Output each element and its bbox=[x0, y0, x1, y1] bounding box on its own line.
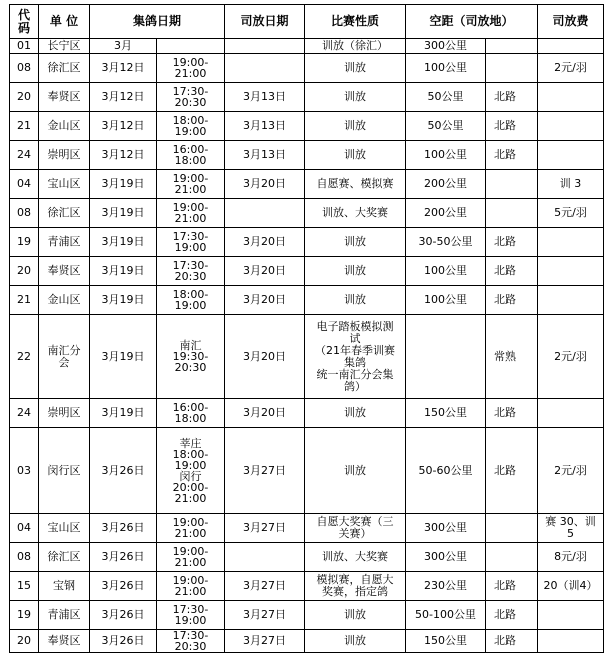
cell-release-place bbox=[486, 199, 538, 228]
cell-distance: 150公里 bbox=[406, 399, 486, 428]
cell-release-date: 3月20日 bbox=[225, 286, 305, 315]
cell-gather-date: 3月19日 bbox=[90, 228, 157, 257]
cell-gather-date: 3月26日 bbox=[90, 514, 157, 543]
cell-gather-time: 16:00- 18:00 bbox=[157, 141, 225, 170]
cell-gather-date: 3月12日 bbox=[90, 141, 157, 170]
cell-fee: 8元/羽 bbox=[538, 543, 604, 572]
cell-fee bbox=[538, 228, 604, 257]
cell-gather-date: 3月26日 bbox=[90, 428, 157, 514]
cell-gather-date: 3月12日 bbox=[90, 83, 157, 112]
cell-unit: 青浦区 bbox=[39, 601, 90, 630]
cell-code: 15 bbox=[10, 572, 39, 601]
cell-fee: 训 3 bbox=[538, 170, 604, 199]
cell-distance: 200公里 bbox=[406, 199, 486, 228]
cell-distance: 100公里 bbox=[406, 54, 486, 83]
cell-distance: 300公里 bbox=[406, 543, 486, 572]
header-unit: 单 位 bbox=[39, 5, 90, 39]
header-row bbox=[10, 5, 604, 39]
header-nature: 比赛性质 bbox=[305, 5, 406, 39]
cell-nature: 训放（徐汇） bbox=[305, 39, 406, 54]
cell-unit: 崇明区 bbox=[39, 399, 90, 428]
cell-distance bbox=[406, 315, 486, 399]
cell-distance: 300公里 bbox=[406, 39, 486, 54]
cell-release-date: 3月20日 bbox=[225, 228, 305, 257]
cell-fee bbox=[538, 601, 604, 630]
cell-code: 01 bbox=[10, 39, 39, 54]
cell-distance: 300公里 bbox=[406, 514, 486, 543]
table-row bbox=[10, 572, 604, 601]
cell-distance: 100公里 bbox=[406, 286, 486, 315]
cell-fee: 赛 30、训 5 bbox=[538, 514, 604, 543]
cell-unit: 金山区 bbox=[39, 112, 90, 141]
cell-release-date bbox=[225, 543, 305, 572]
cell-fee: 2元/羽 bbox=[538, 428, 604, 514]
table-row bbox=[10, 399, 604, 428]
cell-release-date: 3月27日 bbox=[225, 601, 305, 630]
cell-code: 08 bbox=[10, 199, 39, 228]
table-row bbox=[10, 315, 604, 399]
cell-gather-time: 18:00- 19:00 bbox=[157, 286, 225, 315]
cell-gather-time bbox=[157, 39, 225, 54]
cell-gather-time: 17:30- 20:30 bbox=[157, 83, 225, 112]
cell-release-date: 3月13日 bbox=[225, 141, 305, 170]
cell-unit: 宝山区 bbox=[39, 514, 90, 543]
cell-unit: 崇明区 bbox=[39, 141, 90, 170]
cell-gather-time: 17:30- 19:00 bbox=[157, 601, 225, 630]
cell-distance: 50公里 bbox=[406, 83, 486, 112]
cell-code: 20 bbox=[10, 630, 39, 653]
cell-fee bbox=[538, 630, 604, 653]
cell-gather-date: 3月19日 bbox=[90, 399, 157, 428]
cell-distance: 100公里 bbox=[406, 141, 486, 170]
table-row bbox=[10, 141, 604, 170]
cell-release-place: 北路 bbox=[486, 112, 538, 141]
cell-code: 08 bbox=[10, 54, 39, 83]
cell-nature: 模拟赛，自愿大 奖赛，指定鸽 bbox=[305, 572, 406, 601]
cell-code: 22 bbox=[10, 315, 39, 399]
cell-code: 04 bbox=[10, 514, 39, 543]
cell-gather-date: 3月12日 bbox=[90, 54, 157, 83]
cell-nature: 训放 bbox=[305, 112, 406, 141]
cell-unit: 奉贤区 bbox=[39, 83, 90, 112]
cell-gather-time: 19:00- 21:00 bbox=[157, 514, 225, 543]
cell-fee bbox=[538, 257, 604, 286]
cell-fee bbox=[538, 286, 604, 315]
cell-nature: 训放、大奖赛 bbox=[305, 543, 406, 572]
cell-release-place bbox=[486, 514, 538, 543]
cell-release-place: 北路 bbox=[486, 601, 538, 630]
cell-nature: 自愿大奖赛（三 关赛） bbox=[305, 514, 406, 543]
cell-code: 20 bbox=[10, 83, 39, 112]
cell-release-date: 3月20日 bbox=[225, 257, 305, 286]
cell-distance: 100公里 bbox=[406, 257, 486, 286]
cell-release-place: 北路 bbox=[486, 141, 538, 170]
cell-gather-time: 19:00- 21:00 bbox=[157, 54, 225, 83]
cell-fee: 2元/羽 bbox=[538, 54, 604, 83]
cell-gather-date: 3月26日 bbox=[90, 543, 157, 572]
cell-unit: 青浦区 bbox=[39, 228, 90, 257]
cell-release-place: 北路 bbox=[486, 572, 538, 601]
cell-release-place: 常熟 bbox=[486, 315, 538, 399]
table-row bbox=[10, 83, 604, 112]
cell-nature: 自愿赛、模拟赛 bbox=[305, 170, 406, 199]
cell-gather-time: 19:00- 21:00 bbox=[157, 543, 225, 572]
cell-gather-time: 19:00- 21:00 bbox=[157, 199, 225, 228]
cell-release-date: 3月20日 bbox=[225, 170, 305, 199]
cell-nature: 训放 bbox=[305, 428, 406, 514]
cell-nature: 训放 bbox=[305, 257, 406, 286]
header-distance: 空距（司放地） bbox=[406, 5, 538, 39]
cell-code: 20 bbox=[10, 257, 39, 286]
cell-release-place: 北路 bbox=[486, 257, 538, 286]
table-row bbox=[10, 199, 604, 228]
table-row bbox=[10, 228, 604, 257]
cell-gather-date: 3月 bbox=[90, 39, 157, 54]
cell-code: 19 bbox=[10, 228, 39, 257]
cell-gather-time: 17:30- 20:30 bbox=[157, 630, 225, 653]
cell-gather-date: 3月12日 bbox=[90, 112, 157, 141]
cell-release-date: 3月13日 bbox=[225, 112, 305, 141]
cell-release-date bbox=[225, 39, 305, 54]
cell-fee bbox=[538, 399, 604, 428]
table-body bbox=[10, 39, 604, 653]
cell-nature: 训放 bbox=[305, 399, 406, 428]
cell-code: 21 bbox=[10, 112, 39, 141]
cell-code: 08 bbox=[10, 543, 39, 572]
cell-fee: 5元/羽 bbox=[538, 199, 604, 228]
cell-nature: 电子踏板模拟测 试 （21年春季训赛 集鸽 统一南汇分会集 鸽） bbox=[305, 315, 406, 399]
cell-release-place: 北路 bbox=[486, 83, 538, 112]
cell-unit: 宝山区 bbox=[39, 170, 90, 199]
cell-code: 03 bbox=[10, 428, 39, 514]
cell-release-date: 3月27日 bbox=[225, 572, 305, 601]
cell-gather-time: 19:00- 21:00 bbox=[157, 170, 225, 199]
cell-gather-time: 莘庄 18:00- 19:00 闵行 20:00- 21:00 bbox=[157, 428, 225, 514]
cell-release-place: 北路 bbox=[486, 428, 538, 514]
cell-distance: 230公里 bbox=[406, 572, 486, 601]
cell-release-place bbox=[486, 170, 538, 199]
cell-code: 21 bbox=[10, 286, 39, 315]
cell-fee: 20（训4） bbox=[538, 572, 604, 601]
cell-nature: 训放 bbox=[305, 286, 406, 315]
cell-unit: 南汇分 会 bbox=[39, 315, 90, 399]
cell-release-date: 3月13日 bbox=[225, 83, 305, 112]
cell-release-place: 北路 bbox=[486, 630, 538, 653]
cell-release-date: 3月27日 bbox=[225, 428, 305, 514]
cell-nature: 训放、大奖赛 bbox=[305, 199, 406, 228]
table-row bbox=[10, 39, 604, 54]
cell-unit: 徐汇区 bbox=[39, 199, 90, 228]
cell-fee bbox=[538, 141, 604, 170]
cell-gather-date: 3月19日 bbox=[90, 199, 157, 228]
cell-release-date bbox=[225, 199, 305, 228]
cell-fee bbox=[538, 112, 604, 141]
cell-gather-time: 17:30- 20:30 bbox=[157, 257, 225, 286]
table-row bbox=[10, 170, 604, 199]
table-row bbox=[10, 601, 604, 630]
cell-unit: 奉贤区 bbox=[39, 630, 90, 653]
cell-nature: 训放 bbox=[305, 83, 406, 112]
cell-gather-date: 3月26日 bbox=[90, 572, 157, 601]
cell-unit: 长宁区 bbox=[39, 39, 90, 54]
cell-nature: 训放 bbox=[305, 228, 406, 257]
cell-code: 04 bbox=[10, 170, 39, 199]
cell-gather-date: 3月19日 bbox=[90, 315, 157, 399]
cell-gather-time: 17:30- 19:00 bbox=[157, 228, 225, 257]
header-release-date: 司放日期 bbox=[225, 5, 305, 39]
table-row bbox=[10, 112, 604, 141]
table-row bbox=[10, 54, 604, 83]
cell-release-date: 3月27日 bbox=[225, 514, 305, 543]
cell-gather-time: 16:00- 18:00 bbox=[157, 399, 225, 428]
table-row bbox=[10, 428, 604, 514]
table-row bbox=[10, 543, 604, 572]
cell-release-place: 北路 bbox=[486, 286, 538, 315]
cell-release-place: 北路 bbox=[486, 399, 538, 428]
cell-gather-date: 3月26日 bbox=[90, 601, 157, 630]
table-row bbox=[10, 286, 604, 315]
cell-release-date: 3月20日 bbox=[225, 399, 305, 428]
cell-release-place bbox=[486, 543, 538, 572]
cell-nature: 训放 bbox=[305, 601, 406, 630]
header-fee: 司放费 bbox=[538, 5, 604, 39]
cell-gather-time: 18:00- 19:00 bbox=[157, 112, 225, 141]
table-row bbox=[10, 514, 604, 543]
cell-fee bbox=[538, 39, 604, 54]
header-code: 代 码 bbox=[10, 5, 39, 39]
cell-release-date: 3月20日 bbox=[225, 315, 305, 399]
cell-release-place bbox=[486, 39, 538, 54]
cell-unit: 金山区 bbox=[39, 286, 90, 315]
cell-distance: 30-50公里 bbox=[406, 228, 486, 257]
release-schedule-table bbox=[9, 4, 604, 653]
cell-fee bbox=[538, 83, 604, 112]
cell-distance: 50公里 bbox=[406, 112, 486, 141]
cell-code: 24 bbox=[10, 399, 39, 428]
cell-gather-time: 19:00- 21:00 bbox=[157, 572, 225, 601]
cell-code: 24 bbox=[10, 141, 39, 170]
cell-nature: 训放 bbox=[305, 54, 406, 83]
cell-unit: 宝钢 bbox=[39, 572, 90, 601]
cell-unit: 徐汇区 bbox=[39, 54, 90, 83]
cell-unit: 闵行区 bbox=[39, 428, 90, 514]
cell-distance: 150公里 bbox=[406, 630, 486, 653]
table-row bbox=[10, 630, 604, 653]
cell-distance: 50-60公里 bbox=[406, 428, 486, 514]
table-row bbox=[10, 257, 604, 286]
cell-unit: 徐汇区 bbox=[39, 543, 90, 572]
cell-gather-date: 3月19日 bbox=[90, 170, 157, 199]
cell-unit: 奉贤区 bbox=[39, 257, 90, 286]
cell-release-place bbox=[486, 54, 538, 83]
cell-nature: 训放 bbox=[305, 630, 406, 653]
cell-gather-time: 南汇 19:30- 20:30 bbox=[157, 315, 225, 399]
header-gather-date: 集鸽日期 bbox=[90, 5, 225, 39]
cell-gather-date: 3月19日 bbox=[90, 286, 157, 315]
cell-distance: 200公里 bbox=[406, 170, 486, 199]
cell-gather-date: 3月19日 bbox=[90, 257, 157, 286]
cell-release-date bbox=[225, 54, 305, 83]
cell-release-place: 北路 bbox=[486, 228, 538, 257]
cell-release-date: 3月27日 bbox=[225, 630, 305, 653]
cell-gather-date: 3月26日 bbox=[90, 630, 157, 653]
cell-nature: 训放 bbox=[305, 141, 406, 170]
cell-code: 19 bbox=[10, 601, 39, 630]
cell-fee: 2元/羽 bbox=[538, 315, 604, 399]
cell-distance: 50-100公里 bbox=[406, 601, 486, 630]
